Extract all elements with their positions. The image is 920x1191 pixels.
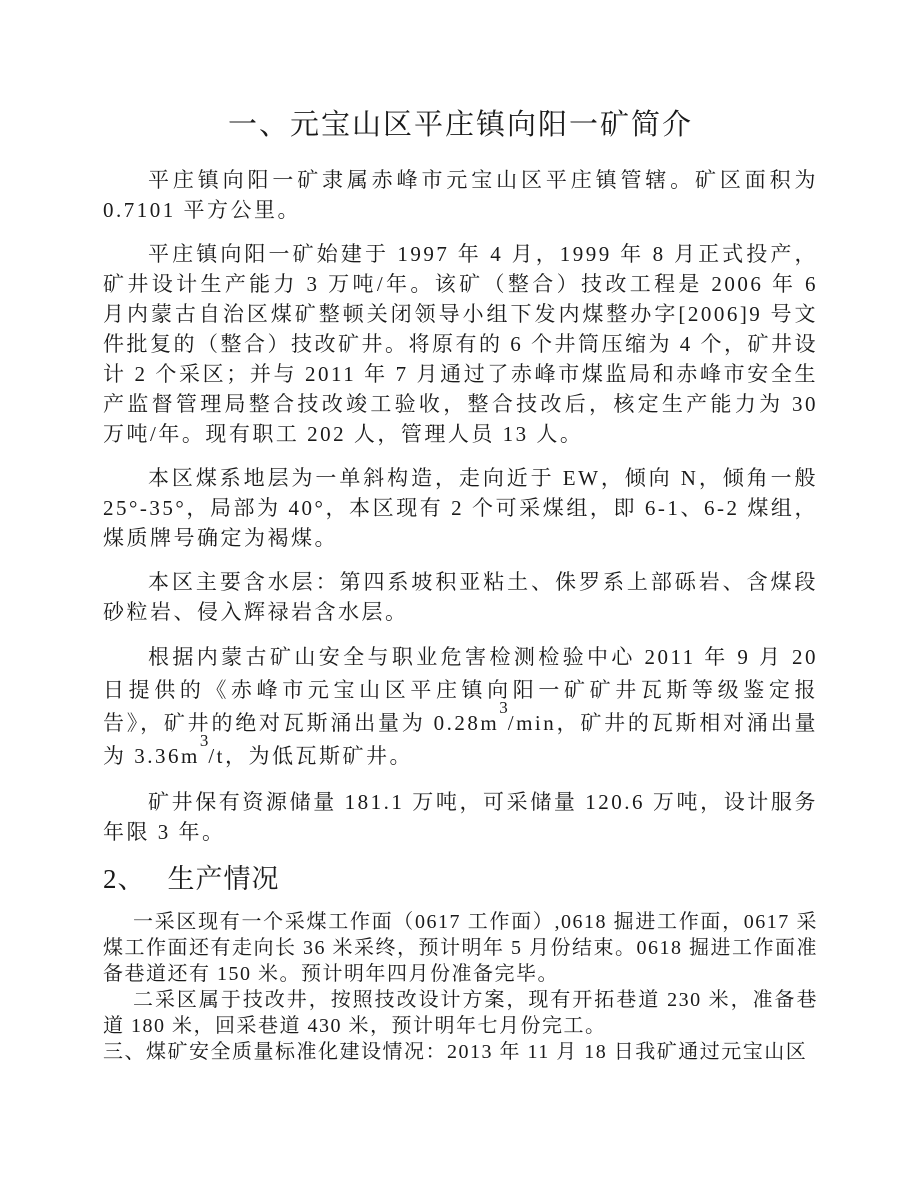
paragraph-coal-seam-geology: 本区煤系地层为一单斜构造，走向近于 EW，倾向 N，倾角一般 25°-35°，局部为 40°，本区现有 2 个可采煤组，即 6-1、6-2 煤组，煤质牌号确定为褐煤。	[103, 466, 818, 550]
gas-grade-text-3: /t，为低瓦斯矿井。	[208, 744, 414, 768]
paragraph-gas-grade	[103, 641, 818, 773]
paragraph-mine-affiliation: 平庄镇向阳一矿隶属赤峰市元宝山区平庄镇管辖。矿区面积为 0.7101 平方公里。	[103, 168, 818, 222]
paragraph-standardization: 三、煤矿安全质量标准化建设情况：2013 年 11 月 18 日我矿通过元宝山区	[103, 1041, 808, 1063]
document-title: 一、元宝山区平庄镇向阳一矿简介	[227, 109, 693, 141]
section2-number: 2、	[103, 864, 146, 894]
paragraph-mining-area-one: 一采区现有一个采煤工作面（0617 工作面）,0618 掘进工作面，0617 采煤工作面还有走向长 36 米采终，预计明年 5 月份结束。0618 掘进工作面准备巷道还有 150 米。预计明年四月份准备完毕。	[103, 911, 818, 985]
section2-heading	[103, 861, 818, 897]
superscript-cubic-meter: 3	[199, 731, 209, 750]
paragraph-reserves: 矿井保有资源储量 181.1 万吨，可采储量 120.6 万吨，设计服务年限 3 年。	[103, 790, 818, 844]
document-page	[103, 0, 818, 1065]
gas-grade-text-2: /min，矿井的瓦斯相对涌出量为 3.36m	[103, 711, 818, 768]
section2-title: 生产情况	[167, 864, 280, 894]
paragraph-mine-history: 平庄镇向阳一矿始建于 1997 年 4 月，1999 年 8 月正式投产，矿井设计生产能力 3 万吨/年。该矿（整合）技改工程是 2006 年 6 月内蒙古自治区煤矿整顿关闭领导小组下发内煤整办字[2006]9 号文件批复的（整合）技改矿井。将原有的 6 个井筒压缩为 4 个，矿井设计 2 个采区；并与 2011 年 7 月通过了赤峰市煤监局和赤峰市安全生产监督管理局整合技改竣工验收，整合技改后，核定生产能力为 30 万吨/年。现有职工 202 人，管理人员 13 人。	[103, 242, 818, 446]
gas-grade-text-1: 根据内蒙古矿山安全与职业危害检测检验中心 2011 年 9 月 20 日提供的《赤峰市元宝山区平庄镇向阳一矿矿井瓦斯等级鉴定报告》，矿井的绝对瓦斯涌出量为 0.28m	[103, 645, 818, 735]
paragraph-aquifers: 本区主要含水层：第四系坡积亚粘土、侏罗系上部砾岩、含煤段砂粒岩、侵入辉禄岩含水层。	[103, 570, 818, 624]
paragraph-mining-area-two: 二采区属于技改井，按照技改设计方案，现有开拓巷道 230 米，准备巷道 180 米，回采巷道 430 米，预计明年七月份完工。	[103, 989, 818, 1037]
superscript-cubic-meter: 3	[499, 698, 508, 717]
